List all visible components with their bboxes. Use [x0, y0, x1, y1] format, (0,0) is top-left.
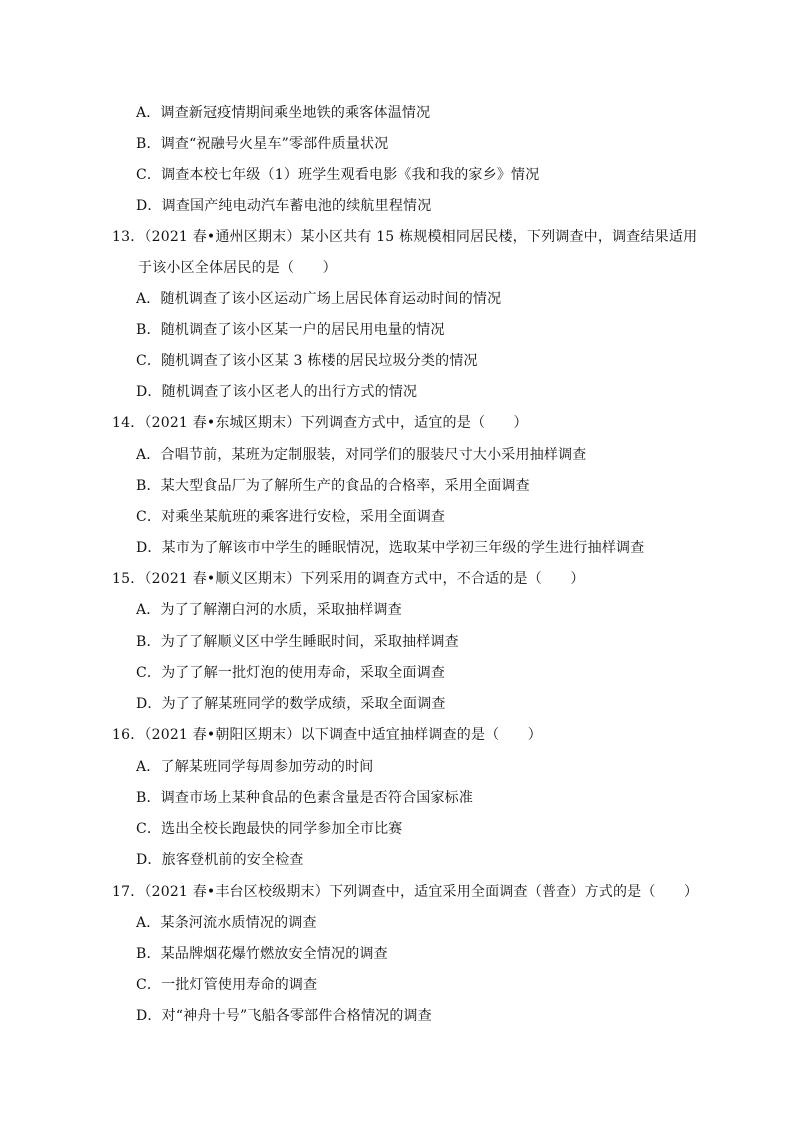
- q16-stem: 16．（2021 春•朝阳区期末）以下调查中适宜抽样调查的是（ ）: [112, 727, 542, 743]
- q13-option-a: A．随机调查了该小区运动广场上居民体育运动时间的情况: [136, 291, 502, 307]
- q17-option-a: A．某条河流水质情况的调查: [136, 915, 317, 931]
- q14-option-b: B．某大型食品厂为了解所生产的食品的合格率，采用全面调查: [136, 478, 530, 494]
- q17-stem: 17．（2021 春•丰台区校级期末）下列调查中，适宜采用全面调查（普查）方式的是（ ）: [112, 884, 699, 900]
- q13-stem: 13．（2021 春•通州区期末）某小区共有 15 栋规模相同居民楼，下列调查中，调查结果适用: [112, 229, 698, 245]
- q13-option-c: C．随机调查了该小区某 3 栋楼的居民垃圾分类的情况: [136, 353, 478, 369]
- q15-option-d: D．为了了解某班同学的数学成绩，采取全面调查: [136, 696, 446, 712]
- q13-option-d: D．随机调查了该小区老人的出行方式的情况: [136, 384, 418, 400]
- q17-option-c: C．一批灯管使用寿命的调查: [136, 977, 318, 993]
- q12-option-a: A．调查新冠疫情期间乘坐地铁的乘客体温情况: [136, 105, 431, 121]
- q12-option-d: D．调查国产纯电动汽车蓄电池的续航里程情况: [136, 198, 432, 214]
- q16-option-a: A．了解某班同学每周参加劳动的时间: [136, 759, 374, 775]
- q17-option-b: B．某品牌烟花爆竹燃放安全情况的调查: [136, 946, 388, 962]
- q12-option-b: B．调查“祝融号火星车”零部件质量状况: [136, 136, 389, 152]
- q13-option-b: B．随机调查了该小区某一户的居民用电量的情况: [136, 322, 445, 338]
- q16-option-c: C．选出全校长跑最快的同学参加全市比赛: [136, 821, 403, 837]
- q15-option-b: B．为了了解顺义区中学生睡眠时间，采取抽样调查: [136, 634, 459, 650]
- q15-option-c: C．为了了解一批灯泡的使用寿命，采取全面调查: [136, 665, 446, 681]
- q17-option-d: D．对“神舟十号”飞船各零部件合格情况的调查: [136, 1008, 432, 1024]
- q14-option-a: A．合唱节前，某班为定制服装，对同学们的服装尺寸大小采用抽样调查: [136, 447, 587, 463]
- q14-stem: 14．（2021 春•东城区期末）下列调查方式中，适宜的是（ ）: [112, 415, 528, 431]
- q15-option-a: A．为了了解潮白河的水质，采取抽样调查: [136, 602, 402, 618]
- q13-stem-continued: 于该小区全体居民的是（ ）: [138, 260, 337, 276]
- q16-option-b: B．调查市场上某种食品的色素含量是否符合国家标准: [136, 790, 474, 806]
- q12-option-c: C．调查本校七年级（1）班学生观看电影《我和我的家乡》情况: [136, 167, 540, 183]
- q15-stem: 15．（2021 春•顺义区期末）下列采用的调查方式中，不合适的是（ ）: [112, 571, 585, 587]
- q14-option-d: D．某市为了解该市中学生的睡眠情况，选取某中学初三年级的学生进行抽样调查: [136, 540, 645, 556]
- q14-option-c: C．对乘坐某航班的乘客进行安检，采用全面调查: [136, 509, 446, 525]
- q16-option-d: D．旅客登机前的安全检查: [136, 852, 304, 868]
